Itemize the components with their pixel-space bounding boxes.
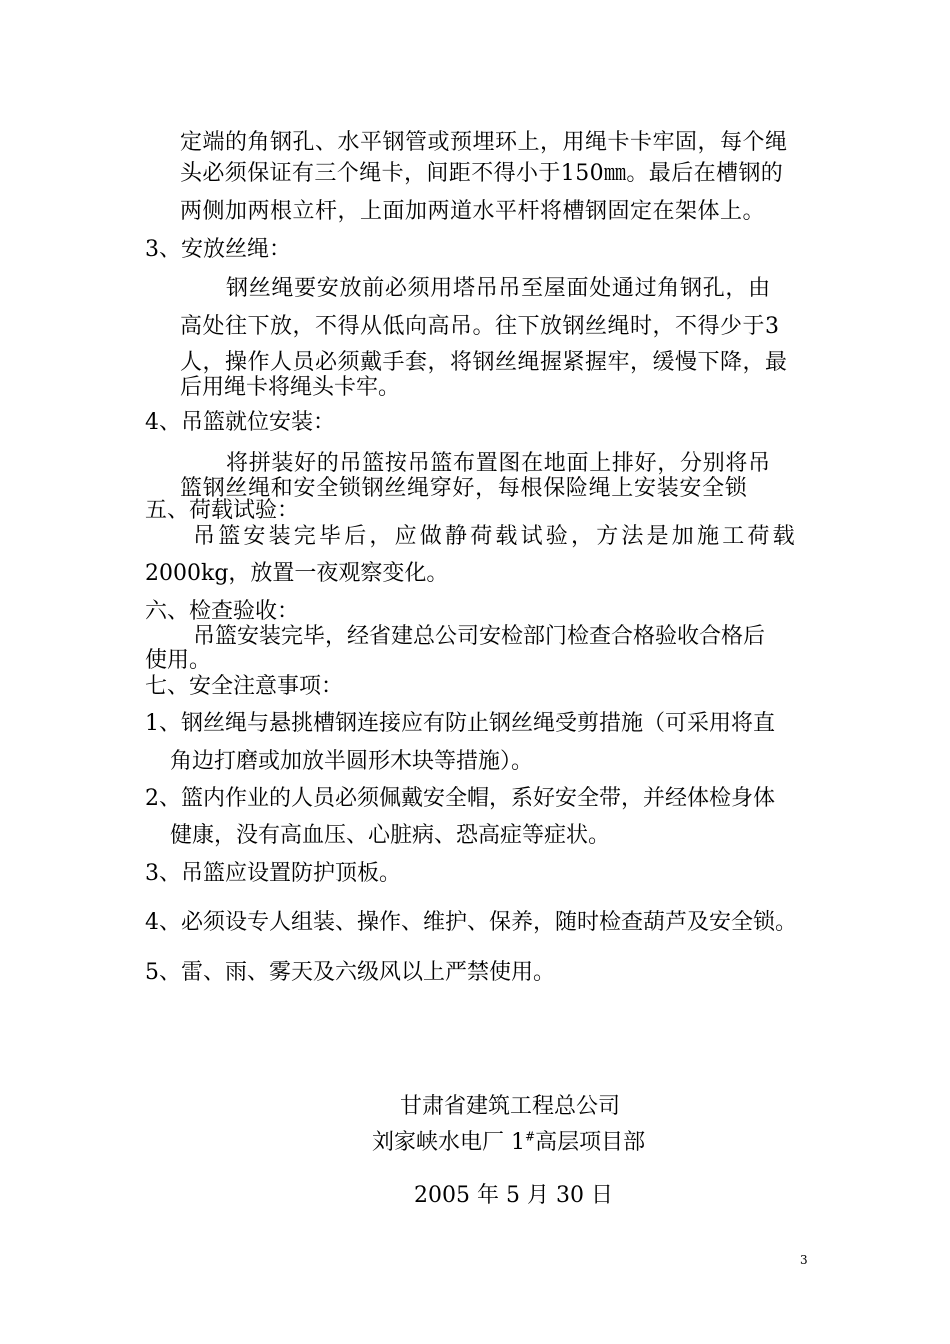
list-item: 2、篮内作业的人员必须佩戴安全帽，系好安全带，并经体检身体: [145, 786, 775, 811]
body-line: 2000kg，放置一夜观察变化。: [145, 561, 449, 586]
body-line: 篮钢丝绳和安全锁钢丝绳穿好，每根保险绳上安装安全锁: [180, 476, 748, 501]
signature-company: 甘肃省建筑工程总公司: [400, 1094, 621, 1119]
body-line: 使用。: [145, 648, 212, 673]
section-heading: 4、吊篮就位安装：: [145, 410, 335, 435]
page-number: 3: [800, 1253, 808, 1267]
body-line: 后用绳卡将绳头卡牢。: [180, 375, 401, 400]
section-heading: 六、检查验收：: [145, 599, 300, 624]
list-item: 5、雷、雨、雾天及六级风以上严禁使用。: [145, 960, 555, 985]
body-line: 将拼装好的吊篮按吊篮布置图在地面上排好，分别将吊: [226, 451, 771, 476]
body-line: 人，操作人员必须戴手套，将钢丝绳握紧握牢，缓慢下降，最: [180, 350, 788, 375]
list-item: 1、钢丝绳与悬挑槽钢连接应有防止钢丝绳受剪措施（可采用将直: [145, 711, 775, 736]
section-heading: 五、荷载试验：: [145, 498, 300, 523]
body-line: 定端的角钢孔、水平钢管或预埋环上，用绳卡卡牢固，每个绳: [180, 130, 788, 155]
body-line: 两侧加两根立杆，上面加两道水平杆将槽钢固定在架体上。: [180, 199, 766, 224]
signature-department: 刘家峡水电厂 1#高层项目部: [372, 1129, 646, 1155]
body-line: 头必须保证有三个绳卡，间距不得小于150㎜。最后在槽钢的: [180, 161, 784, 186]
list-item: 健康，没有高血压、心脏病、恐高症等症状。: [170, 823, 611, 848]
list-item: 4、必须设专人组装、操作、维护、保养，随时检查葫芦及安全锁。: [145, 910, 797, 935]
section-heading: 七、安全注意事项：: [145, 674, 344, 699]
section-heading: 3、安放丝绳：: [145, 237, 291, 262]
body-line: 吊篮安装完毕后，应做静荷载试验，方法是加施工荷载: [193, 524, 798, 549]
body-line: 吊篮安装完毕，经省建总公司安检部门检查合格验收合格后: [193, 624, 766, 649]
list-item: 角边打磨或加放半圆形木块等措施）。: [170, 749, 534, 774]
body-line: 钢丝绳要安放前必须用塔吊吊至屋面处通过角钢孔，由: [226, 276, 771, 301]
signature-date: 2005 年 5 月 30 日: [414, 1183, 613, 1208]
body-line: 高处往下放，不得从低向高吊。往下放钢丝绳时，不得少于3: [180, 314, 780, 339]
list-item: 3、吊篮应设置防护顶板。: [145, 861, 401, 886]
